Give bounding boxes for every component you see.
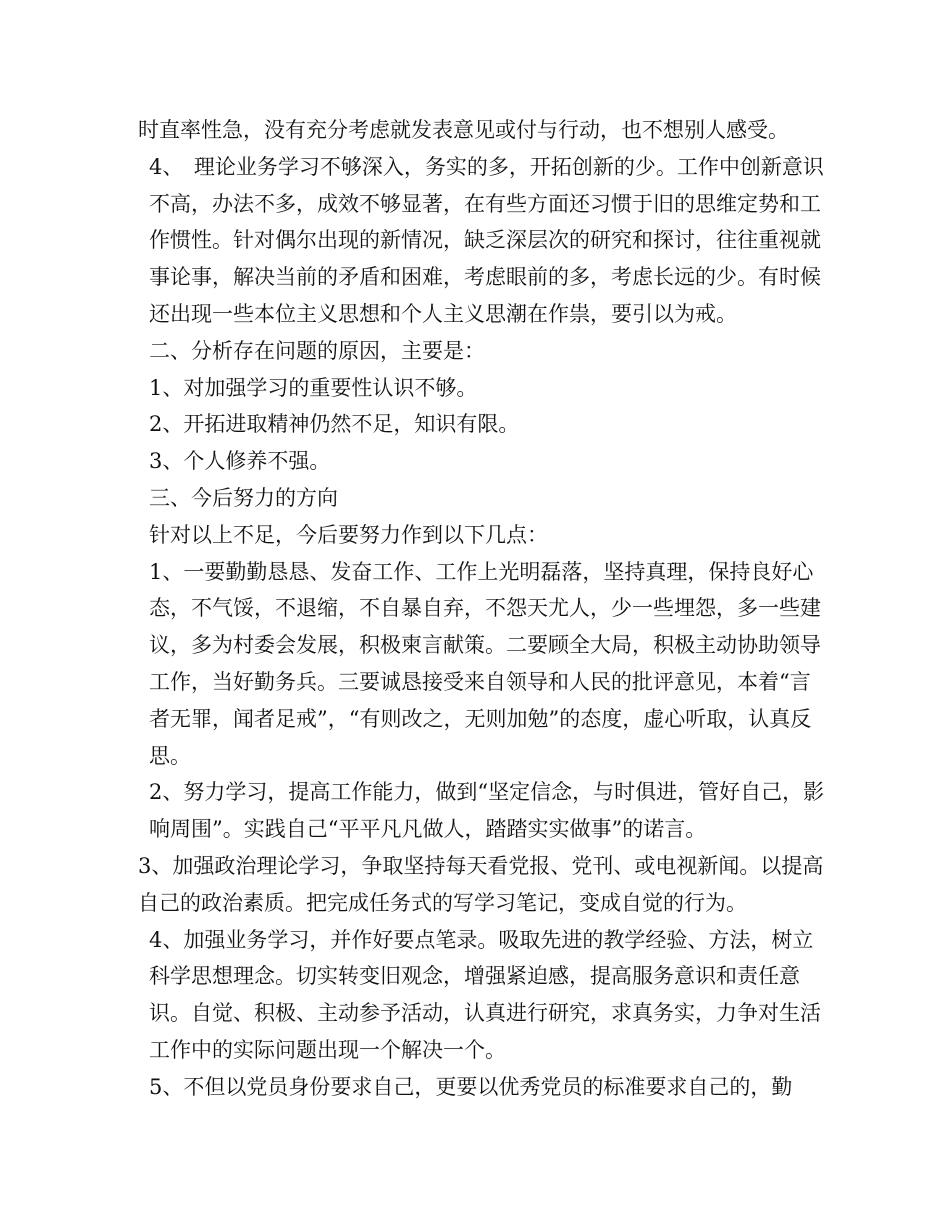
direction-item-2: 2、努力学习，提高工作能力，做到“坚定信念，与时俱进，管好自己，影响周围”。实践自己“平平凡凡做人，踏踏实实做事”的诺言。	[149, 780, 825, 842]
section-heading-3: 三、今后努力的方向	[149, 485, 338, 510]
direction-item-1: 1、一要勤勤恳恳、发奋工作、工作上光明磊落，坚持真理，保持良好心态，不气馁，不退缩，不自暴自弃，不怨天尤人，少一些埋怨，多一些建议，多为村委会发展，积极柬言献策。二要顾全大局，积极主动协助领导工作，当好勤务兵。三要诚恳接受来自领导和人民的批评意见，本着“言者无罪，闻者足戒”，“有则改之，无则加勉”的态度，虚心听取，认真反思。	[149, 559, 821, 768]
reason-item-1: 1、对加强学习的重要性认识不够。	[149, 375, 478, 400]
reason-item-3: 3、个人修养不强。	[149, 449, 331, 474]
direction-item-3: 3、加强政治理论学习，争取坚持每天看党报、党刊、或电视新闻。以提高自己的政治素质。把完成任务式的写学习笔记，变成自觉的行为。	[138, 853, 824, 915]
paragraph-continuation: 时直率性急，没有充分考虑就发表意见或付与行动，也不想别人感受。	[138, 118, 789, 142]
paragraph-item-4-theory: 4、 理论业务学习不够深入，务实的多，开拓创新的少。工作中创新意识不高，办法不多，成效不够显著，在有些方面还习惯于旧的思维定势和工作惯性。针对偶尔出现的新情况，缺乏深层次的研究和探讨，往往重视就事论事，解决当前的矛盾和困难，考虑眼前的多，考虑长远的少。有时候还出现一些本位主义思想和个人主义思潮在作祟，要引以为戒。	[149, 154, 824, 326]
direction-item-5: 5、不但以党员身份要求自己，更要以优秀党员的标准要求自己的，勤	[149, 1074, 793, 1099]
document-body	[138, 112, 828, 1106]
reason-item-2: 2、开拓进取精神仍然不足，知识有限。	[149, 412, 520, 437]
direction-item-4: 4、加强业务学习，并作好要点笔录。吸取先进的教学经验、方法，树立科学思想理念。切实转变旧观念，增强紧迫感，提高服务意识和责任意识。自觉、积极、主动参予活动，认真进行研究，求真务实，力争对生活工作中的实际问题出现一个解决一个。	[149, 927, 821, 1062]
section-heading-2: 二、分析存在问题的原因，主要是：	[149, 338, 485, 363]
intro-paragraph: 针对以上不足，今后要努力作到以下几点：	[149, 522, 548, 547]
